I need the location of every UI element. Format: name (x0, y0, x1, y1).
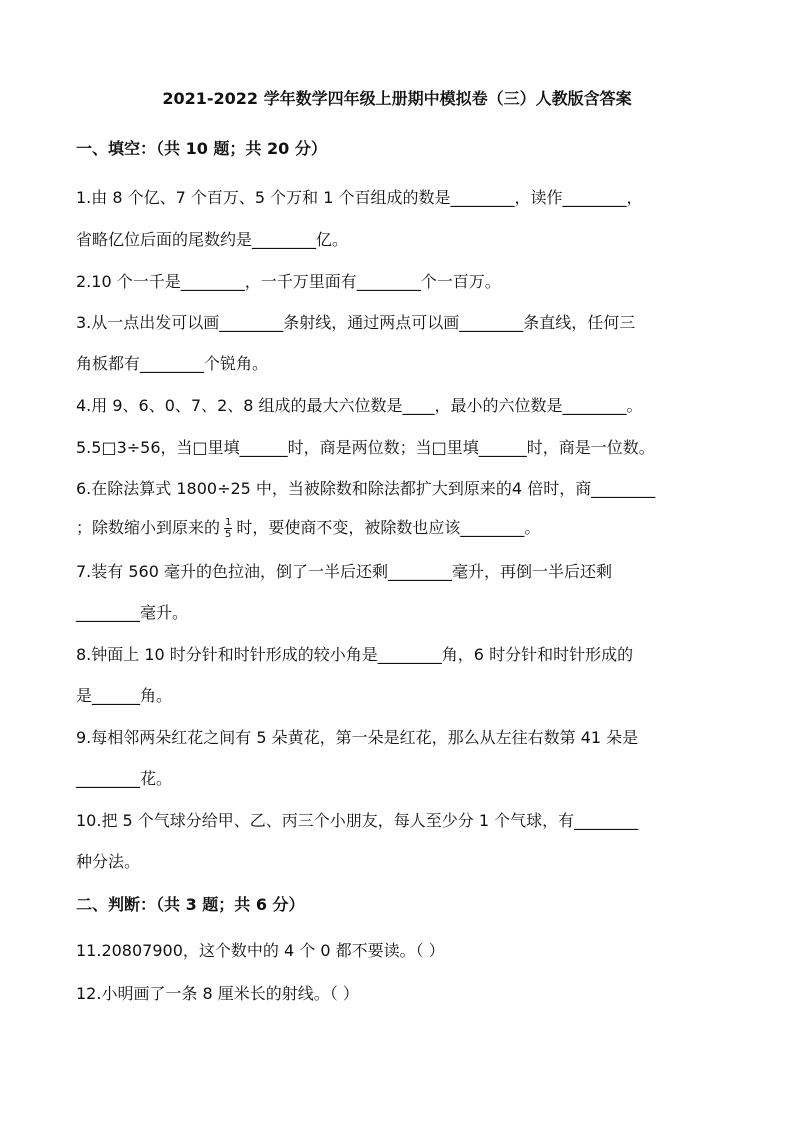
fraction-denominator: 5 (225, 529, 232, 540)
question-11: 11.20807900，这个数中的 4 个 0 都不要读。（ ） (76, 941, 445, 960)
question-10-line-1: 10.把 5 个气球分给甲、乙、丙三个小朋友，每人至少分 1 个气球，有________ (76, 811, 639, 830)
question-9-line-1: 9.每相邻两朵红花之间有 5 朵黄花，第一朵是红花，那么从左往右数第 41 朵是 (76, 728, 639, 747)
question-1-line-2: 省略亿位后面的尾数约是________亿。 (76, 230, 349, 249)
question-6-line-2 (76, 516, 540, 540)
question-1-line-1: 1.由 8 个亿、7 个百万、5 个万和 1 个百组成的数是________，读作________， (76, 188, 643, 207)
question-8-line-2: 是______角。 (76, 686, 173, 705)
fraction-numerator: 1 (225, 517, 232, 528)
question-5: 5.5□3÷56，当□里填______时，商是两位数；当□里填______时，商是一位数。 (76, 438, 655, 457)
question-4: 4.用 9、6、0、7、2、8 组成的最大六位数是____，最小的六位数是________。 (76, 396, 643, 415)
document-title: 2021-2022 学年数学四年级上册期中模拟卷（三）人教版含答案 (162, 89, 632, 108)
question-12: 12.小明画了一条 8 厘米长的射线。（ ） (76, 984, 359, 1003)
question-7-line-1: 7.装有 560 毫升的色拉油，倒了一半后还剩________毫升，再倒一半后还剩 (76, 562, 612, 581)
question-3-line-1: 3.从一点出发可以画________条射线，通过两点可以画________条直线，任何三 (76, 313, 636, 332)
question-6-line-1: 6.在除法算式 1800÷25 中，当被除数和除法都扩大到原来的4 倍时，商________ (76, 479, 656, 498)
section-heading-fill-in: 一、填空：（共 10 题；共 20 分） (76, 139, 327, 158)
question-8-line-1: 8.钟面上 10 时分针和时针形成的较小角是________角，6 时分针和时针形成的 (76, 645, 634, 664)
question-6-text-before-fraction: ；除数缩小到原来的 (76, 518, 221, 537)
question-2: 2.10 个一千是________，一千万里面有________个一百万。 (76, 272, 501, 291)
question-7-line-2: ________毫升。 (76, 603, 189, 622)
question-3-line-2: 角板都有________个锐角。 (76, 354, 269, 373)
section-heading-judgment: 二、判断：（共 3 题；共 6 分） (76, 895, 305, 914)
question-9-line-2: ________花。 (76, 769, 173, 788)
fraction-one-fifth (224, 517, 232, 540)
question-10-line-2: 种分法。 (76, 852, 141, 871)
question-6-text-after-fraction: 时，要使商不变，被除数也应该________。 (236, 518, 541, 537)
